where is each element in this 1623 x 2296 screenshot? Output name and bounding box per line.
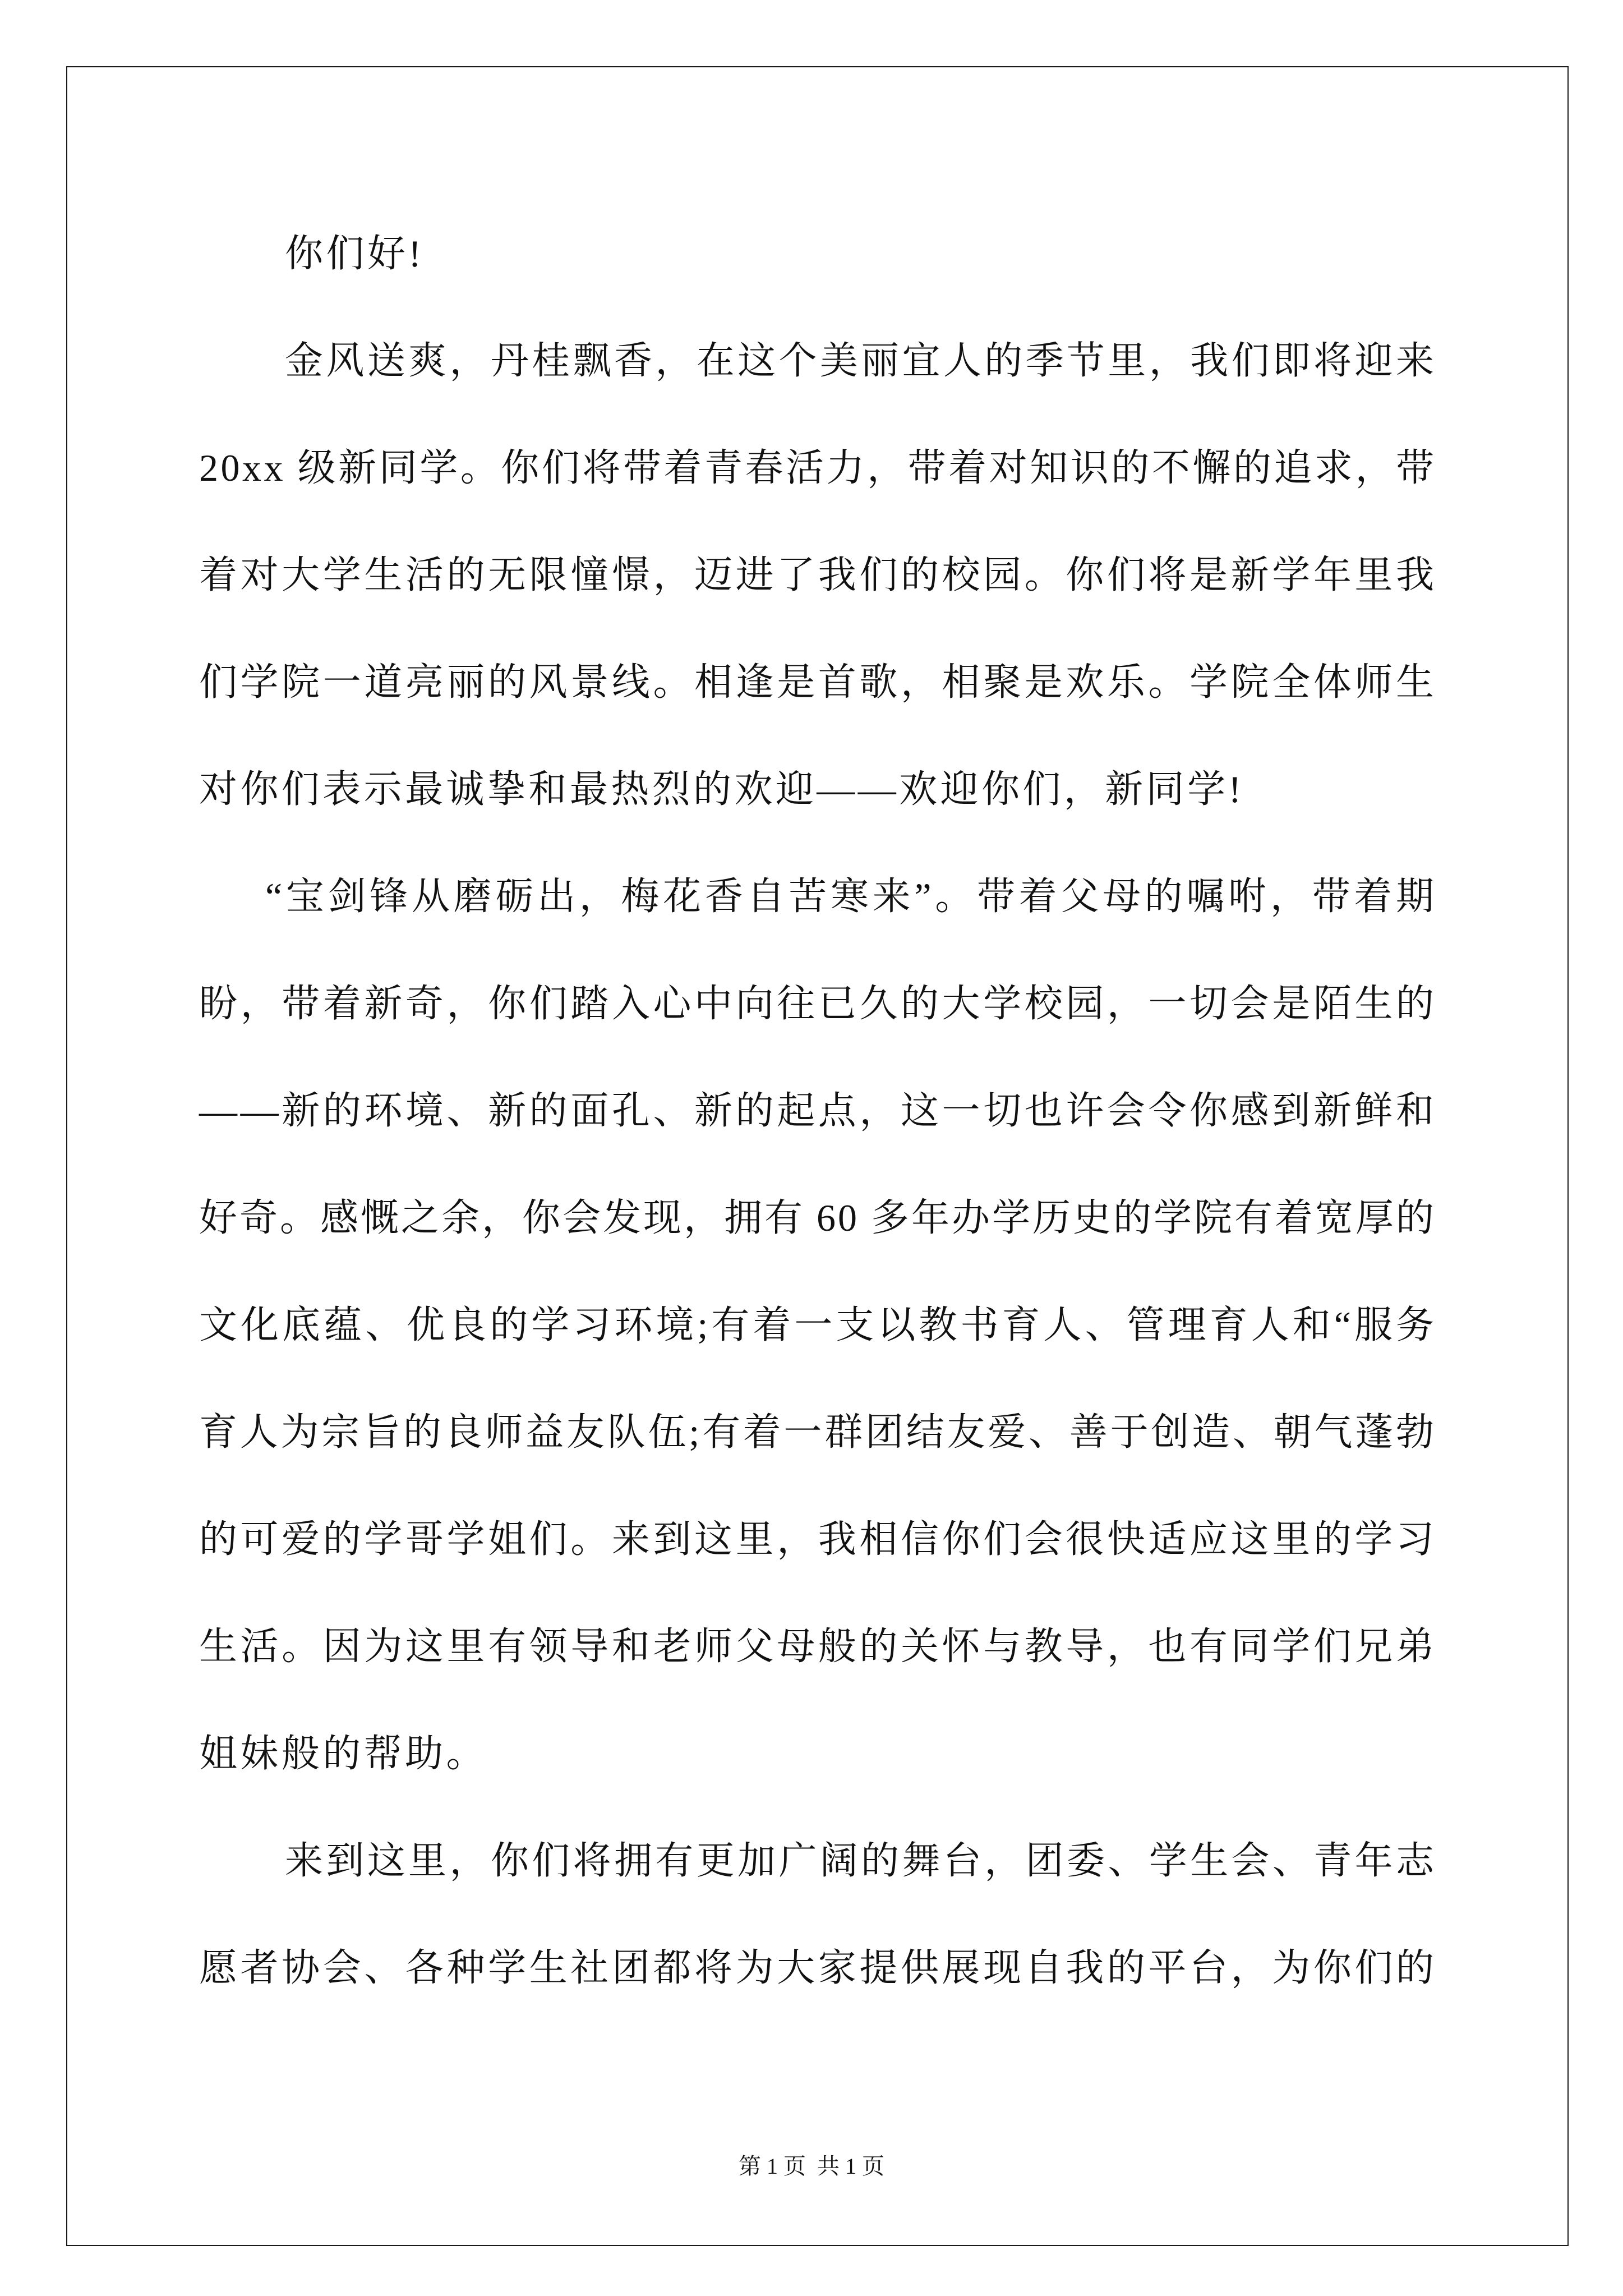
text-line: 来到这里，你们将拥有更加广阔的舞台，团委、学生会、青年志 — [285, 1839, 1437, 1882]
text-line: 好奇。感慨之余，你会发现，拥有 60 多年办学历史的学院有着宽厚的 — [199, 1197, 1436, 1239]
text-line: ——新的环境、新的面孔、新的起点，这一切也许会令你感到新鲜和 — [199, 1089, 1437, 1132]
text-line: “宝剑锋从磨砺出，梅花香自苦寒来”。带着父母的嘱咐，带着期 — [265, 875, 1438, 918]
text-line: 姐妹般的帮助。 — [199, 1732, 487, 1775]
paragraph-stage — [199, 1807, 1437, 2022]
page-footer: 第 1 页 共 1 页 — [739, 2154, 884, 2179]
text-line: 你们好! — [285, 232, 425, 275]
paragraph-welcome — [199, 307, 1437, 843]
text-line: 文化底蕴、优良的学习环境;有着一支以教书育人、管理育人和“服务 — [199, 1304, 1438, 1346]
paragraph-greeting — [199, 200, 1434, 307]
text-line: 20xx 级新同学。你们将带着青春活力，带着对知识的不懈的追求，带 — [199, 447, 1437, 489]
text-line: 着对大学生活的无限憧憬，迈进了我们的校园。你们将是新学年里我 — [199, 554, 1437, 596]
text-line: 愿者协会、各种学生社团都将为大家提供展现自我的平台，为你们的 — [199, 1947, 1437, 1989]
text-line: 们学院一道亮丽的风景线。相逢是首歌，相聚是欢乐。学院全体师生 — [199, 661, 1437, 703]
document-body — [199, 200, 1438, 2022]
text-line: 生活。因为这里有领导和老师父母般的关怀与教导，也有同学们兄弟 — [199, 1625, 1437, 1668]
text-line: 育人为宗旨的良师益友队伍;有着一群团结友爱、善于创造、朝气蓬勃 — [199, 1411, 1437, 1453]
text-line: 盼，带着新奇，你们踏入心中向往已久的大学校园，一切会是陌生的 — [199, 982, 1437, 1025]
text-line: 的可爱的学哥学姐们。来到这里，我相信你们会很快适应这里的学习 — [199, 1518, 1437, 1561]
paragraph-campus — [199, 843, 1438, 1807]
text-line: 对你们表示最诚挚和最热烈的欢迎——欢迎你们，新同学! — [199, 768, 1244, 811]
text-line: 金风送爽，丹桂飘香，在这个美丽宜人的季节里，我们即将迎来 — [285, 339, 1437, 382]
